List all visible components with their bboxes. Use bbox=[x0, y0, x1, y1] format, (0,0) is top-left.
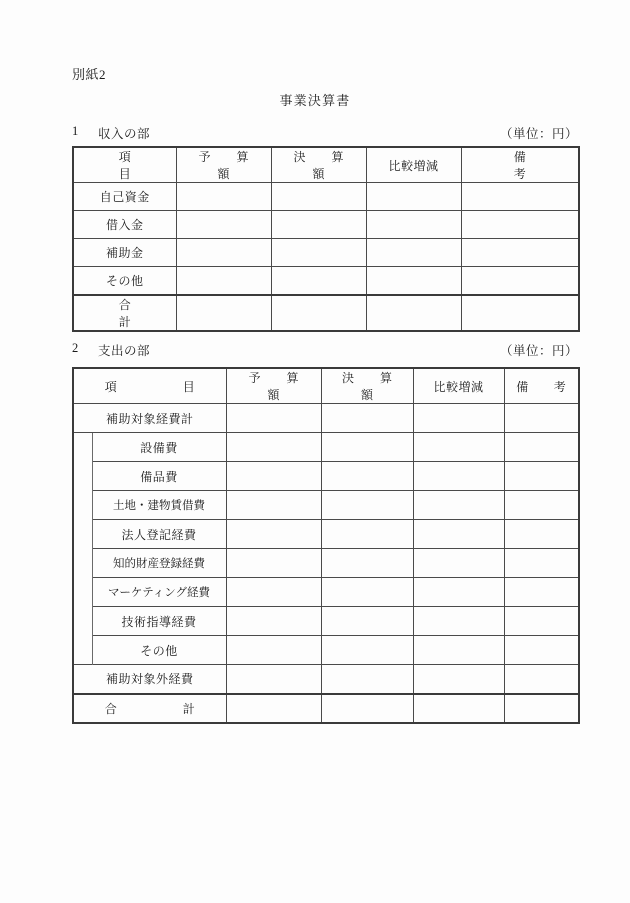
cell-remarks[interactable] bbox=[504, 665, 579, 694]
attachment-label: 別紙2 bbox=[72, 67, 107, 82]
column-header-item: 項 目 bbox=[73, 147, 176, 183]
cell-settlement[interactable] bbox=[321, 694, 413, 723]
cell-budget[interactable] bbox=[226, 694, 321, 723]
section-unit-note-1: （単位：円） bbox=[499, 127, 578, 141]
row-label-equipment-cost: 備品費 bbox=[92, 462, 226, 491]
indent-gutter bbox=[73, 549, 92, 578]
indent-gutter bbox=[73, 433, 92, 462]
cell-remarks[interactable] bbox=[504, 607, 579, 636]
column-header-settlement: 決 算 額 bbox=[321, 368, 413, 404]
cell-remarks[interactable] bbox=[504, 694, 579, 723]
cell-remarks[interactable] bbox=[504, 462, 579, 491]
indent-gutter bbox=[73, 636, 92, 665]
cell-remarks[interactable] bbox=[504, 404, 579, 433]
cell-difference[interactable] bbox=[413, 549, 504, 578]
row-label-borrowings: 借入金 bbox=[73, 211, 176, 239]
column-header-item: 項 目 bbox=[73, 368, 226, 404]
cell-remarks[interactable] bbox=[461, 267, 579, 295]
cell-settlement[interactable] bbox=[321, 578, 413, 607]
table-row bbox=[73, 636, 579, 665]
cell-settlement[interactable] bbox=[271, 211, 366, 239]
cell-remarks[interactable] bbox=[504, 578, 579, 607]
table-row bbox=[73, 607, 579, 636]
section-heading-income bbox=[72, 124, 578, 142]
section-heading-expense bbox=[72, 341, 578, 359]
page-title: 事業決算書 bbox=[279, 93, 351, 108]
column-header-settlement: 決 算 額 bbox=[271, 147, 366, 183]
section-number-1: 1 bbox=[72, 124, 79, 138]
row-label-marketing-cost: マーケティング経費 bbox=[92, 578, 226, 607]
table-row bbox=[73, 549, 579, 578]
cell-difference[interactable] bbox=[413, 578, 504, 607]
row-label-facility-cost: 設備費 bbox=[92, 433, 226, 462]
cell-budget[interactable] bbox=[226, 578, 321, 607]
cell-budget[interactable] bbox=[226, 491, 321, 520]
cell-settlement[interactable] bbox=[321, 636, 413, 665]
cell-settlement[interactable] bbox=[271, 295, 366, 331]
cell-difference[interactable] bbox=[413, 694, 504, 723]
row-label-other: その他 bbox=[73, 267, 176, 295]
row-label-ip-registration-cost: 知的財産登録経費 bbox=[92, 549, 226, 578]
cell-remarks[interactable] bbox=[504, 433, 579, 462]
cell-remarks[interactable] bbox=[461, 239, 579, 267]
table-row bbox=[73, 211, 579, 239]
section-unit-note-2: （単位：円） bbox=[499, 344, 578, 358]
cell-budget[interactable] bbox=[226, 404, 321, 433]
column-header-remarks: 備 考 bbox=[504, 368, 579, 404]
cell-settlement[interactable] bbox=[321, 491, 413, 520]
column-header-remarks: 備 考 bbox=[461, 147, 579, 183]
cell-budget[interactable] bbox=[176, 211, 271, 239]
cell-budget[interactable] bbox=[226, 433, 321, 462]
table-row bbox=[73, 404, 579, 433]
cell-remarks[interactable] bbox=[504, 549, 579, 578]
table-row bbox=[73, 578, 579, 607]
row-label-land-building-rent: 土地・建物賃借費 bbox=[92, 491, 226, 520]
row-label-sub-other: その他 bbox=[92, 636, 226, 665]
column-header-difference: 比較増減 bbox=[366, 147, 461, 183]
cell-settlement[interactable] bbox=[271, 239, 366, 267]
indent-gutter bbox=[73, 462, 92, 491]
cell-difference[interactable] bbox=[413, 665, 504, 694]
cell-difference[interactable] bbox=[413, 462, 504, 491]
cell-difference[interactable] bbox=[366, 239, 461, 267]
table-header-row bbox=[73, 368, 579, 404]
cell-remarks[interactable] bbox=[504, 520, 579, 549]
indent-gutter bbox=[73, 520, 92, 549]
cell-budget[interactable] bbox=[226, 607, 321, 636]
indent-gutter bbox=[73, 491, 92, 520]
cell-settlement[interactable] bbox=[321, 607, 413, 636]
cell-settlement[interactable] bbox=[321, 549, 413, 578]
cell-budget[interactable] bbox=[226, 665, 321, 694]
cell-difference[interactable] bbox=[366, 267, 461, 295]
cell-remarks[interactable] bbox=[461, 211, 579, 239]
table-row bbox=[73, 183, 579, 211]
cell-difference[interactable] bbox=[413, 404, 504, 433]
cell-settlement[interactable] bbox=[271, 267, 366, 295]
cell-settlement[interactable] bbox=[321, 462, 413, 491]
cell-difference[interactable] bbox=[413, 491, 504, 520]
cell-difference[interactable] bbox=[413, 433, 504, 462]
table-row bbox=[73, 433, 579, 462]
column-header-difference: 比較増減 bbox=[413, 368, 504, 404]
cell-remarks[interactable] bbox=[504, 636, 579, 665]
row-label-incorporation-cost: 法人登記経費 bbox=[92, 520, 226, 549]
cell-budget[interactable] bbox=[226, 549, 321, 578]
row-label-own-funds: 自己資金 bbox=[73, 183, 176, 211]
cell-difference[interactable] bbox=[366, 295, 461, 331]
table-row bbox=[73, 462, 579, 491]
cell-difference[interactable] bbox=[413, 520, 504, 549]
cell-budget[interactable] bbox=[226, 462, 321, 491]
cell-settlement[interactable] bbox=[321, 520, 413, 549]
cell-remarks[interactable] bbox=[504, 491, 579, 520]
expense-table bbox=[72, 367, 580, 724]
cell-difference[interactable] bbox=[366, 183, 461, 211]
table-row-total bbox=[73, 295, 579, 331]
row-label-non-subsidized-cost: 補助対象外経費 bbox=[73, 665, 226, 694]
cell-difference[interactable] bbox=[366, 211, 461, 239]
income-table bbox=[72, 146, 592, 332]
indent-gutter bbox=[73, 578, 92, 607]
section-number-2: 2 bbox=[72, 341, 79, 355]
cell-difference[interactable] bbox=[413, 607, 504, 636]
section-name-1: 収入の部 bbox=[98, 127, 151, 141]
table-row bbox=[73, 520, 579, 549]
row-label-total: 合 計 bbox=[73, 694, 226, 723]
row-label-total: 合 計 bbox=[73, 295, 176, 331]
cell-settlement[interactable] bbox=[321, 404, 413, 433]
indent-gutter bbox=[73, 607, 92, 636]
cell-remarks[interactable] bbox=[461, 183, 579, 211]
column-header-budget: 予 算 額 bbox=[226, 368, 321, 404]
cell-remarks[interactable] bbox=[461, 295, 579, 331]
cell-budget[interactable] bbox=[176, 239, 271, 267]
table-row bbox=[73, 239, 579, 267]
row-label-subsidy: 補助金 bbox=[73, 239, 176, 267]
cell-budget[interactable] bbox=[226, 636, 321, 665]
cell-settlement[interactable] bbox=[321, 665, 413, 694]
table-header-row bbox=[73, 147, 579, 183]
row-label-subsidized-total: 補助対象経費計 bbox=[73, 404, 226, 433]
column-header-budget: 予 算 額 bbox=[176, 147, 271, 183]
table-row bbox=[73, 267, 579, 295]
row-label-technical-guidance-cost: 技術指導経費 bbox=[92, 607, 226, 636]
cell-budget[interactable] bbox=[176, 183, 271, 211]
cell-budget[interactable] bbox=[176, 267, 271, 295]
cell-settlement[interactable] bbox=[271, 183, 366, 211]
section-name-2: 支出の部 bbox=[98, 344, 151, 358]
cell-budget[interactable] bbox=[226, 520, 321, 549]
cell-settlement[interactable] bbox=[321, 433, 413, 462]
cell-difference[interactable] bbox=[413, 636, 504, 665]
table-row bbox=[73, 665, 579, 694]
table-row bbox=[73, 491, 579, 520]
table-row-total bbox=[73, 694, 579, 723]
